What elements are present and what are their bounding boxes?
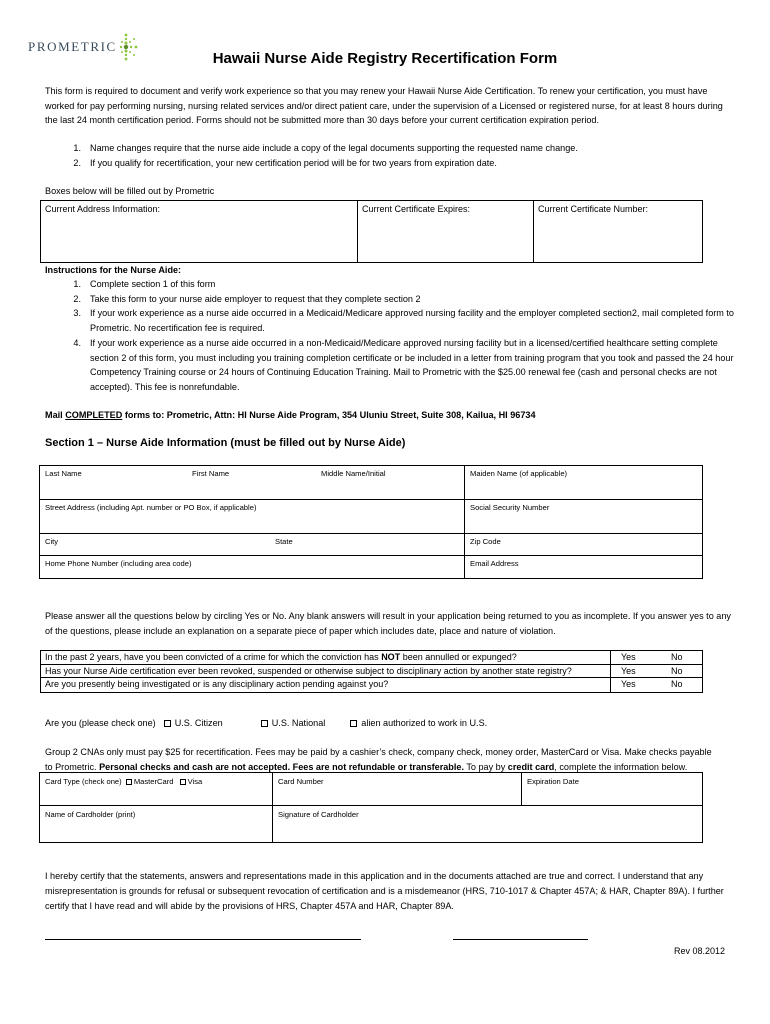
citizenship-row [45, 718, 487, 728]
checkbox-icon [126, 779, 132, 785]
current-address-field: Current Address Information: [41, 201, 358, 262]
prometric-box [40, 200, 703, 263]
state-label: State [275, 537, 293, 546]
intro-paragraph: This form is required to document and verify work experience so that you may renew your Hawaii Nurse Aide Certification. To renew your certification, you must have worked for pay performing nursing, nursing related services and/or direct patient care, under the supervision of a Licensed or registered nurse, for at least 8 hours during the last 24 month certification period. Forms should not be submitted more than 30 days before your current certification expiration period. [45, 86, 723, 126]
alien-checkbox[interactable]: alien authorized to work in U.S. [350, 718, 487, 728]
form-title: Hawaii Nurse Aide Registry Recertification Form [212, 50, 558, 67]
table-row: Are you presently being investigated or is any disciplinary action pending against you? Yes No [41, 678, 702, 692]
expiration-date-field[interactable]: Expiration Date [527, 777, 579, 786]
checkbox-icon [261, 720, 268, 727]
email-field[interactable]: Email Address [470, 559, 519, 568]
prometric-box-caption: Boxes below will be filled out by Prometric [45, 186, 215, 196]
list-item: 2. Take this form to your nurse aide employer to request that they complete section 2 [73, 293, 421, 304]
table-row: In the past 2 years, have you been convicted of a crime for which the conviction has NOT been annulled or expunged? Yes No [41, 651, 702, 665]
questions-table [40, 650, 703, 693]
list-item: 2. If you qualify for recertification, your new certification period will be for two years from expiration date. [73, 157, 497, 168]
name-field[interactable] [40, 466, 465, 499]
cardholder-signature-field[interactable]: Signature of Cardholder [278, 810, 359, 819]
city-label: City [45, 537, 59, 546]
card-type-field: Card Type (check one) MasterCard Visa [40, 773, 273, 805]
phone-field[interactable]: Home Phone Number (including area code) [40, 556, 465, 578]
section1-table [39, 465, 703, 579]
list-item: 1. Complete section 1 of this form [73, 279, 216, 289]
certificate-expires-field: Current Certificate Expires: [358, 201, 534, 262]
certificate-number-field: Current Certificate Number: [538, 204, 649, 214]
last-name-label: Last Name [45, 469, 82, 478]
mail-address: Mail COMPLETED forms to: Prometric, Attn: HI Nurse Aide Program, 354 Uluniu Street, Suite 308, Kailua, HI 96734 [45, 410, 536, 420]
date-line[interactable] [453, 939, 588, 940]
no-option[interactable]: No [671, 665, 683, 676]
certification-statement: I hereby certify that the statements, answers and representations made in this application and in the documents attached are true and correct. I understand that any misrepresentation is grounds for refusal or subsequent revocation of certification and is a misdemeanor (HRS, 710-1017 & Chapter 457A; & HAR, Chapter 89A). I further certify that I have read and will abide by the provisions of HRS, Chapter 457A and HAR, Chapter 89A. [45, 871, 724, 911]
list-item: 3. If your work experience as a nurse aide occurred in a Medicaid/Medicare approved nursing facility and the employer completed section2, mail completed form to Prometric. No recertification fee is required. [73, 308, 734, 334]
checkbox-icon [164, 720, 171, 727]
instructions-heading: Instructions for the Nurse Aide: [45, 265, 182, 275]
ssn-field[interactable]: Social Security Number [470, 503, 550, 512]
first-name-label: First Name [192, 469, 230, 478]
list-item: 4. If your work experience as a nurse aide occurred in a non-Medicaid/Medicare approved nursing facility but in a licensed/certified healthcare setting complete section 2 of this form, you must including you training completion certificate or be included in a letter from training program that you took and passed the 24 hour Competency Training course or 24 hours of Continuing Education Training. Mail to Prometric with the $25.00 renewal fee (cash and personal checks are not accepted). This fee is nonrefundable. [73, 337, 734, 392]
table-row: Has your Nurse Aide certification ever been revoked, suspended or otherwise subject to disciplinary action by another state registry? Yes No [41, 665, 702, 679]
list-item: 1. Name changes require that the nurse aide include a copy of the legal documents supporting the requested name change. [73, 143, 578, 153]
checkbox-icon [350, 720, 357, 727]
instructions-list [45, 277, 735, 395]
zip-field[interactable]: Zip Code [470, 537, 501, 546]
section1-heading: Section 1 – Nurse Aide Information (must be filled out by Nurse Aide) [45, 437, 406, 449]
cardholder-name-field[interactable]: Name of Cardholder (print) [40, 806, 273, 842]
no-option[interactable]: No [671, 679, 683, 690]
revision-label: Rev 08.2012 [674, 946, 726, 956]
yes-option[interactable]: Yes [621, 665, 636, 676]
visa-checkbox[interactable]: Visa [180, 777, 203, 786]
mastercard-checkbox[interactable]: MasterCard [126, 777, 174, 786]
no-option[interactable]: No [671, 652, 683, 662]
maiden-name-field[interactable]: Maiden Name (of applicable) [470, 469, 568, 478]
notes-list [45, 141, 735, 170]
questions-intro: Please answer all the questions below by circling Yes or No. Any blank answers will result in your application being returned to you as incomplete. If you answer yes to any of the questions, please include an explanation on a separate piece of paper which includes date, place and nature of violation. [45, 611, 731, 636]
yes-option[interactable]: Yes [621, 652, 636, 662]
logo-text: PROMETRIC [28, 39, 117, 54]
city-state-field[interactable] [40, 534, 465, 555]
signature-line[interactable] [45, 939, 361, 940]
us-national-checkbox[interactable]: U.S. National [261, 718, 326, 728]
street-address-field[interactable]: Street Address (including Apt. number or PO Box, if applicable) [40, 500, 465, 533]
card-number-field[interactable]: Card Number [273, 773, 522, 805]
citizenship-label: Are you (please check one) [45, 718, 156, 728]
us-citizen-checkbox[interactable]: U.S. Citizen [164, 718, 223, 728]
yes-option[interactable]: Yes [621, 679, 636, 690]
payment-paragraph: Group 2 CNAs only must pay $25 for recertification. Fees may be paid by a cashier’s check, company check, money order, MasterCard or Visa. Make checks payable to Prometric. Personal checks and cash are not accepted. Fees are not refundable or transferable. To pay by credit card, complete the information below. [45, 747, 712, 772]
checkbox-icon [180, 779, 186, 785]
middle-name-label: Middle Name/Initial [321, 469, 386, 478]
credit-card-table [39, 772, 703, 843]
